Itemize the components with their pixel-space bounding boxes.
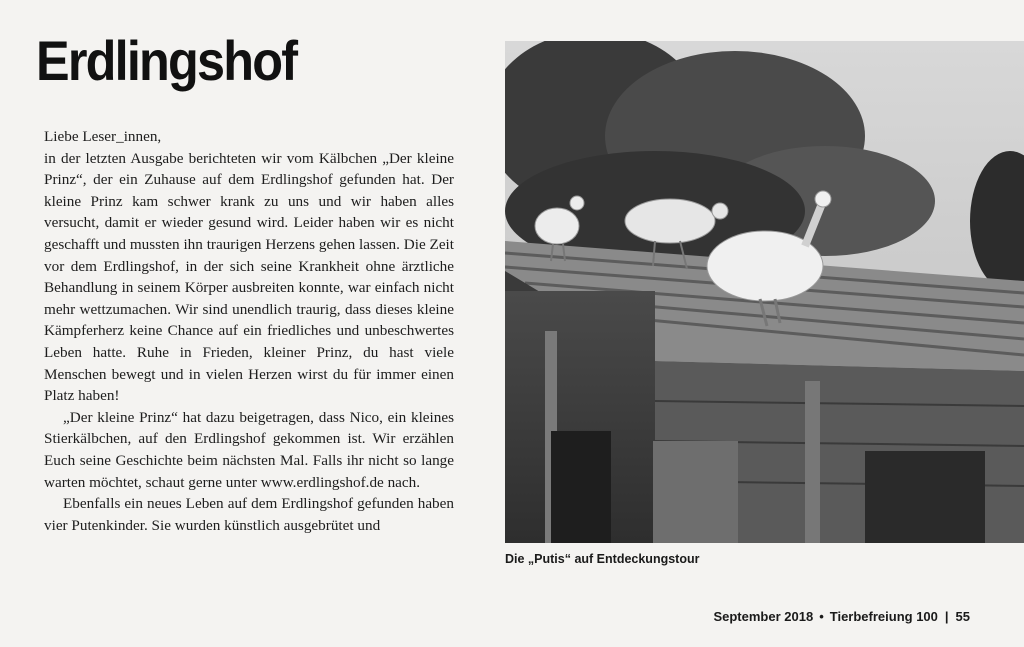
article-paragraph-2: „Der kleine Prinz“ hat dazu beigetragen, dass Nico, ein kleines Stierkälbchen, auf den Erdlingshof gekommen ist. Wir erzählen Euch seine Geschichte beim nächsten Mal. Falls ihr nicht so lange warten möchtet, schaut gerne unter www.erdlingshof.de nach. [44,408,454,491]
article-paragraph-3: Ebenfalls ein neues Leben auf dem Erdlingshof gefunden haben vier Putenkinder. Sie wurden künstlich ausgebrütet und [44,495,454,534]
page-title: Erdlingshof [36,29,297,92]
footer-divider: | [944,609,949,624]
article-body [44,126,454,536]
page-number: 55 [955,609,970,624]
footer-date: September 2018 [713,609,814,624]
article-greeting: Liebe Leser_innen, [44,128,162,145]
turkeys-photo [505,41,1024,543]
footer-magazine: Tierbefreiung 100 [829,609,938,624]
footer-separator: • [819,609,824,624]
photo-caption: Die „Putis“ auf Entdeckungstour [505,552,700,566]
page-footer [713,609,970,624]
article-paragraph-1: in der letzten Ausgabe berichteten wir vom Kälbchen „Der kleine Prinz“, der ein Zuhause auf dem Erdlingshof gefunden hat. Der kleine Prinz kam schwer krank zu uns und wir haben alles versucht, damit er wieder gesund wird. Leider haben wir es nicht geschafft und mussten ihn traurigen Herzens gehen lassen. Die Zeit vor dem Erdlingshof, in der sich seine Krankheit ohne ärztliche Behandlung in seinem Körper ausbreiten konnte, war einfach nicht mehr wettzumachen. Wir sind unendlich traurig, dass dieses kleine Kämpferherz keine Chance auf ein friedliches und unbeschwertes Leben hatte. Ruhe in Frieden, kleiner Prinz, du hast viele Menschen bewegt und in vielen Herzen wirst du für immer einen Platz haben! [44,149,454,405]
